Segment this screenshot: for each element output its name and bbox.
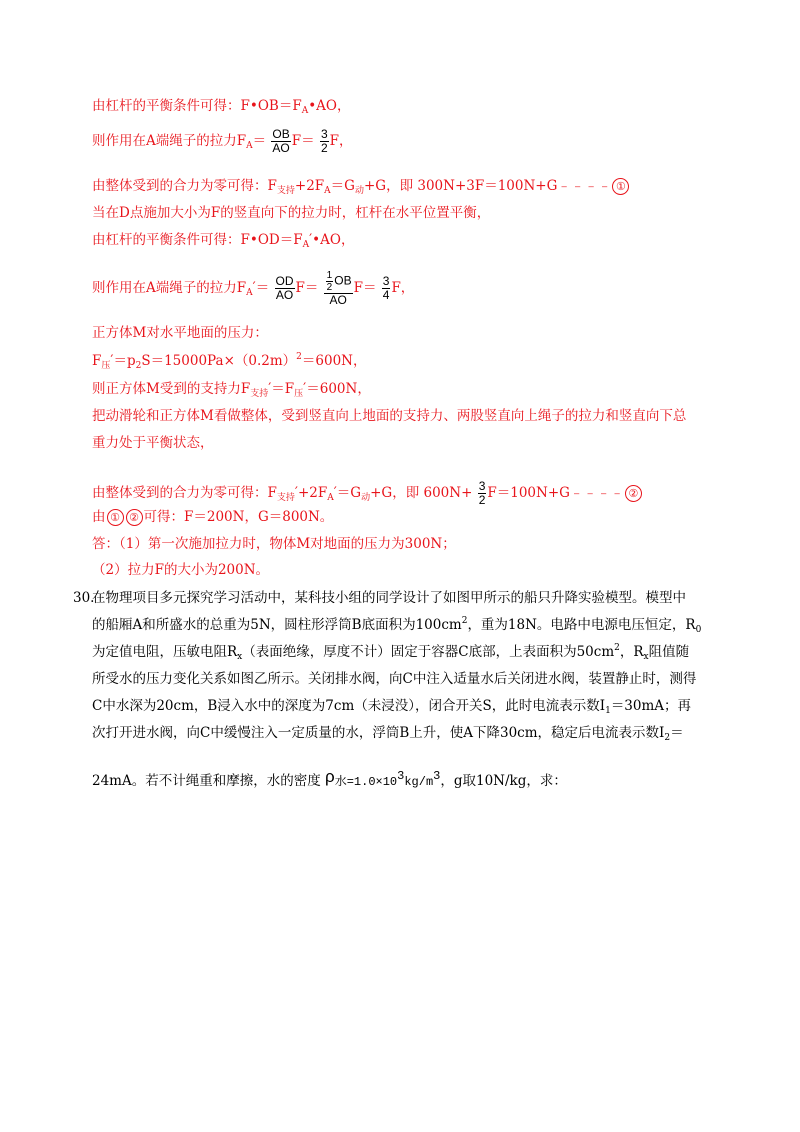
question-line-1: 在物理项目多元探究学习活动中，某科技小组的同学设计了如图甲所示的船只升降实验模型。模型中 [92, 590, 686, 606]
solution-line-6: 则作用在A端绳子的拉力$F_A'=$ $\frac{OD}{AO}$ F＝ $\frac{1}{2}$ OB AO F＝ $\frac{3}{4}$ F， [92, 270, 415, 307]
answer-line-2: （2）拉力F的大小为200N。 [92, 562, 270, 578]
solution-line-5: 由杠杆的平衡条件可得：$F•OD=F_A'•AO$， [92, 232, 355, 250]
solution-line-10: 把动滑轮和正方体M看做整体，受到竖直向上地面的支持力、两股竖直向上绳子的拉力和竖直向下总 [92, 408, 687, 424]
solution-line-1: 由杠杆的平衡条件可得：$F•OB=F_A•AO$， [92, 98, 351, 116]
solution-line-2: 则作用在A端绳子的拉力$F_A=$ $\frac{OB}{AO}$ F＝ $\frac{3}{2}$ F， [92, 127, 353, 155]
circled-number-1b: ① [107, 509, 124, 526]
question-line-6: 次打开进水阀，向C中缓慢注入一定质量的水，浮筒B上升，使A下降30cm，稳定后电流表示数$I_2=$ [92, 725, 684, 743]
answer-line-1: 答：（1）第一次施加拉力时，物体M对地面的压力为300N； [92, 536, 456, 552]
question-line-7: 24mA。若不计绳重和摩擦，水的密度 ρ水$=1.0\times 10^3kg/m^3$，g取10N/kg，求： [92, 767, 567, 789]
question-number: 30. [73, 590, 95, 606]
solution-line-11: 重力处于平衡状态， [92, 435, 214, 451]
question-line-5: C中水深为20cm，B浸入水中的深度为7cm（未浸没），闭合开关S，此时电流表示数$I_1=30mA$；再 [92, 698, 692, 716]
solution-line-3: 由整体受到的合力为零可得：$F_{支持}+2F_A=G_动+G$，即 300N+3F＝100N+G﹣﹣﹣﹣ ① [92, 177, 630, 195]
fraction-3-4: $\frac{3}{4}$ [382, 274, 390, 302]
fraction-od-ao: $\frac{OD}{AO}$ [275, 274, 294, 302]
fraction-ob-ao: $\frac{OB}{AO}$ [272, 127, 290, 155]
solution-line-13: 由 ① ② 可得：F＝200N，G＝800N。 [92, 509, 334, 525]
question-line-3: 为定值电阻，压敏电阻$R_x$（表面绝缘，厚度不计）固定于容器C底部，上表面积为$50cm^2$，$R_x$阻值随 [92, 643, 690, 662]
fraction-half-ob-ao: $\frac{1}{2}$ OB AO [324, 270, 353, 307]
circled-number-2b: ② [126, 509, 143, 526]
solution-line-4: 当在D点施加大小为F的竖直向下的拉力时，杠杆在水平位置平衡， [92, 205, 491, 221]
circled-number-1: ① [612, 178, 629, 195]
solution-line-9: 则正方体M受到的支持力$F_{支持}'=F_压'=600N$， [92, 381, 371, 399]
water-density-formula: ρ水$=1.0\times 10^3kg/m^3$ [325, 767, 441, 789]
solution-line-12: 由整体受到的合力为零可得：$F_{支持}'+2F_A'=G_动+G$，即 600N+ $\frac{3}{2}$ F＝100N+G﹣﹣﹣﹣ ② [92, 480, 643, 507]
question-line-4: 所受水的压力变化关系如图乙所示。关闭排水阀，向C中注入适量水后关闭进水阀，装置静止时，测得 [92, 671, 697, 687]
solution-line-8: $F_压'=p_2S=15000Pa\times(0.2m)^2=600N$， [92, 352, 367, 371]
circled-number-2: ② [625, 485, 642, 502]
fraction-3-2: $\frac{3}{2}$ [320, 127, 328, 155]
solution-line-7: 正方体M对水平地面的压力： [92, 325, 268, 341]
fraction-3-2-b: $\frac{3}{2}$ [478, 479, 486, 507]
question-line-2: 的船厢A和所盛水的总重为5N，圆柱形浮筒B底面积为$100cm^2$，重为18N。电路中电源电压恒定，$R_0$ [92, 616, 702, 635]
